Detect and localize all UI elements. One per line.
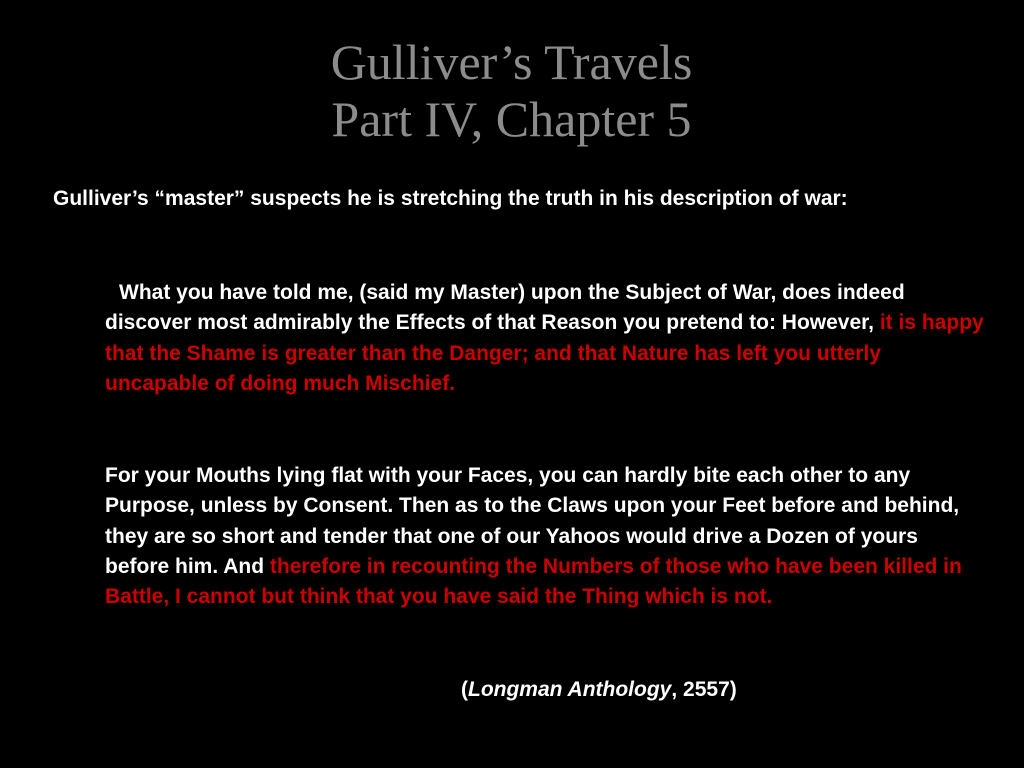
quote-1-highlighted-text: it is happy that the Shame is greater than the Danger; and that Nature has left you utterly uncapable of doing much Mischief. <box>105 311 984 395</box>
quote-paragraph-1 <box>105 278 985 399</box>
citation <box>461 675 737 705</box>
citation-open: ( <box>461 678 468 701</box>
intro-paragraph: Gulliver’s “master” suspects he is stretching the truth in his description of war: <box>53 187 848 210</box>
quote-2-highlighted-text: therefore in recounting the Numbers of those who have been killed in Battle, I cannot but think that you have said the Thing which is not. <box>105 554 962 609</box>
citation-source: Longman Anthology <box>468 678 672 701</box>
quote-paragraph-2 <box>105 461 985 612</box>
quote-2-plain-text: For your Mouths lying flat with your Faces, you can hardly bite each other to any Purpose, unless by Consent. Then as to the Claws upon your Feet before and behind, they are so short and tender that one of our Yahoos would drive a Dozen of yours before him. And <box>105 464 960 578</box>
citation-page: , 2557) <box>671 678 737 701</box>
quote-1-plain-text: What you have told me, (said my Master) upon the Subject of War, does indeed discover most admirably the Effects of that Reason you pretend to: However, <box>105 281 905 335</box>
title-line-1: Gulliver’s Travels <box>330 34 693 90</box>
title-line-2: Part IV, Chapter 5 <box>331 91 692 147</box>
slide-title <box>0 34 1024 148</box>
